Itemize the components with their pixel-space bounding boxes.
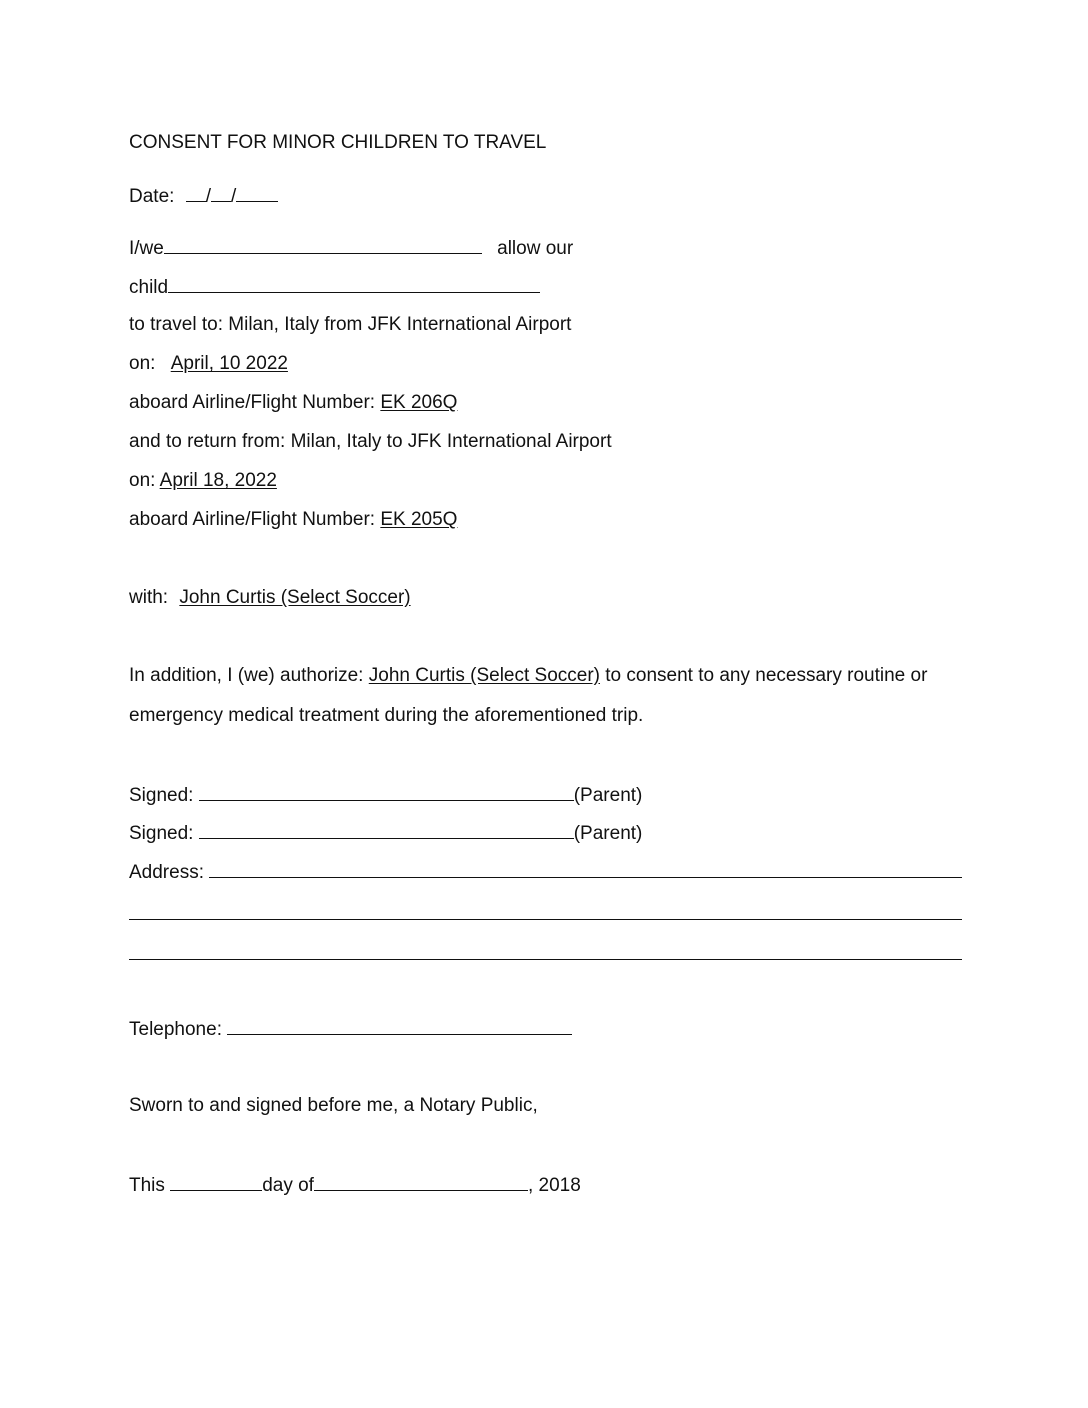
day-of-label: day of	[262, 1175, 314, 1196]
iwe-line	[129, 235, 573, 261]
with-line	[129, 586, 411, 610]
authorize-line-1	[129, 664, 927, 688]
signed-line-2	[129, 820, 642, 846]
authorize-line-2: emergency medical treatment during the aforementioned trip.	[129, 705, 644, 726]
travel-to-line: to travel to: Milan, Italy from JFK International Airport	[129, 314, 572, 335]
authorize-suffix: to consent to any necessary routine or	[605, 665, 928, 686]
aboard-label: aboard Airline/Flight Number:	[129, 392, 376, 413]
date-year-blank[interactable]	[236, 183, 278, 202]
parent-label: (Parent)	[573, 785, 643, 806]
allow-our-text: allow our	[497, 238, 574, 259]
return-from-line: and to return from: Milan, Italy to JFK International Airport	[129, 431, 612, 452]
depart-date-line	[129, 352, 288, 376]
date-label: Date:	[129, 186, 175, 207]
child-line	[129, 274, 540, 300]
date-month-blank[interactable]	[186, 183, 206, 202]
telephone-line	[129, 1016, 572, 1042]
date-line	[129, 183, 278, 209]
aboard-label: aboard Airline/Flight Number:	[129, 509, 376, 530]
address-label: Address:	[129, 862, 204, 883]
depart-flight-line	[129, 391, 457, 415]
date-day-blank[interactable]	[211, 183, 231, 202]
parent-signature-blank-2[interactable]	[199, 820, 574, 839]
signed-line-1	[129, 782, 642, 808]
iwe-label: I/we	[129, 238, 164, 259]
on-label: on:	[129, 353, 156, 374]
signed-label: Signed:	[129, 823, 194, 844]
parent-names-blank[interactable]	[164, 235, 482, 254]
depart-date-value: April, 10 2022	[170, 353, 288, 374]
notary-sworn-line: Sworn to and signed before me, a Notary Public,	[129, 1095, 538, 1116]
parent-label: (Parent)	[573, 823, 643, 844]
with-label: with:	[129, 587, 169, 608]
telephone-blank[interactable]	[227, 1016, 572, 1035]
notary-day-blank[interactable]	[170, 1172, 262, 1191]
parent-signature-blank-1[interactable]	[199, 782, 574, 801]
authorize-prefix: In addition, I (we) authorize:	[129, 665, 364, 686]
child-name-blank[interactable]	[168, 274, 540, 293]
return-date-line	[129, 469, 277, 493]
date-slash-2: /	[230, 186, 237, 207]
child-label: child	[129, 277, 169, 298]
return-flight-value: EK 205Q	[380, 509, 458, 530]
depart-flight-value: EK 206Q	[380, 392, 458, 413]
address-blank-2[interactable]	[129, 919, 962, 920]
address-line	[129, 859, 962, 885]
address-blank-1[interactable]	[209, 859, 962, 878]
on-label: on:	[129, 470, 156, 491]
telephone-label: Telephone:	[129, 1019, 222, 1040]
chaperone-name: John Curtis (Select Soccer)	[179, 587, 411, 608]
date-slash-1: /	[205, 186, 211, 207]
notary-month-blank[interactable]	[314, 1172, 528, 1191]
address-blank-3[interactable]	[129, 959, 962, 960]
return-flight-line	[129, 508, 457, 532]
authorize-name: John Curtis (Select Soccer)	[368, 665, 600, 686]
this-label: This	[129, 1175, 165, 1196]
form-title: CONSENT FOR MINOR CHILDREN TO TRAVEL	[129, 132, 547, 153]
signed-label: Signed:	[129, 785, 194, 806]
notary-date-line	[129, 1172, 581, 1198]
return-date-value: April 18, 2022	[159, 470, 277, 491]
year-suffix: , 2018	[527, 1175, 581, 1196]
